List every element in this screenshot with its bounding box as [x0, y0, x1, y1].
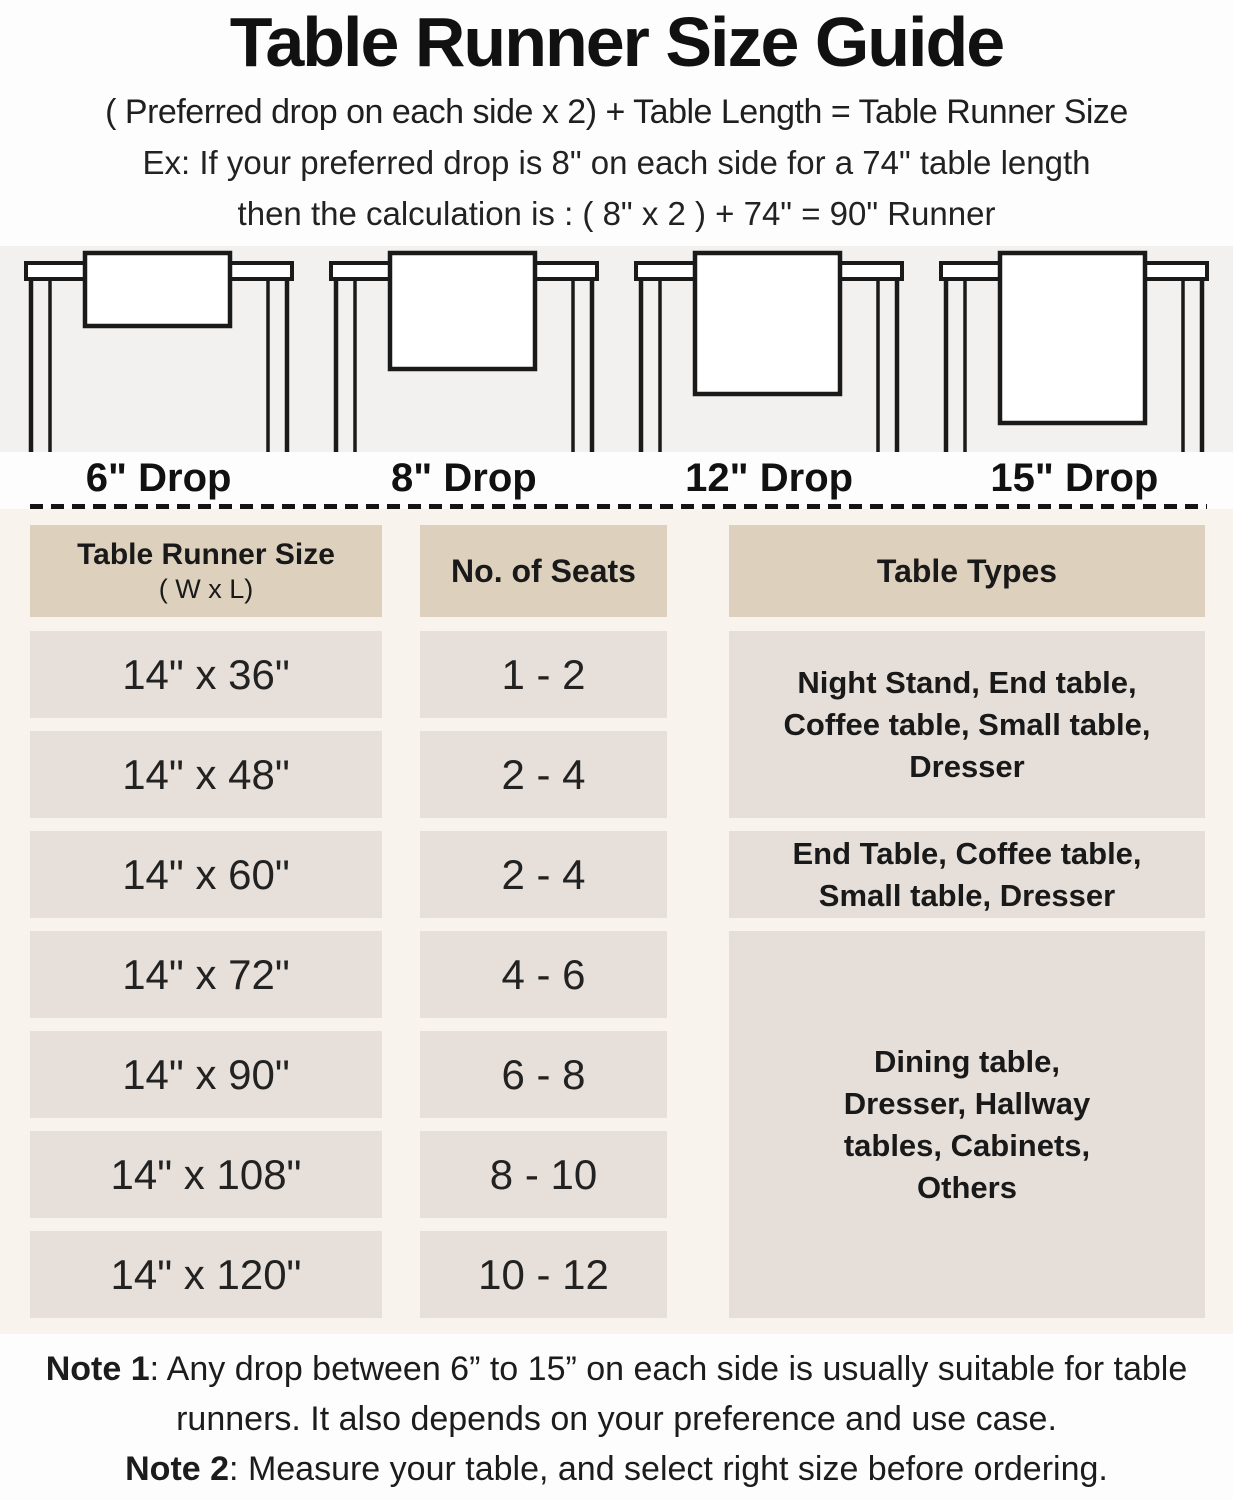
header-runner-size-sub: ( W x L)	[158, 574, 254, 604]
header-table-types: Table Types	[729, 525, 1205, 617]
column-seats	[420, 525, 667, 1318]
types-cell-medium-tables: End Table, Coffee table, Small table, Dresser	[729, 831, 1205, 918]
example-line-1: Ex: If your preferred drop is 8" on each side for a 74" table length	[142, 144, 1091, 181]
types-cell-small-tables: Night Stand, End table, Coffee table, Small table, Dresser	[729, 631, 1205, 818]
size-cell-6: 14" x 108"	[30, 1131, 382, 1218]
notes-block	[7, 1344, 1227, 1494]
drop-diagrams-band	[0, 246, 1233, 452]
diagram-zone-6-drop	[6, 246, 311, 452]
note-2-text: : Measure your table, and select right size before ordering.	[229, 1450, 1108, 1488]
seats-cell-7: 10 - 12	[420, 1231, 667, 1318]
seats-cell-3: 2 - 4	[420, 831, 667, 918]
header-runner-size	[30, 525, 382, 617]
diagram-zone-8-drop	[311, 246, 616, 452]
size-cell-7: 14" x 120"	[30, 1231, 382, 1318]
types-cell-large-tables: Dining table, Dresser, Hallway tables, Cabinets, Others	[729, 931, 1205, 1318]
table-runner-8-drop-icon	[314, 246, 614, 452]
table-runner-15-drop-icon	[924, 246, 1224, 452]
note-2-label: Note 2	[125, 1450, 230, 1488]
seats-cell-6: 8 - 10	[420, 1131, 667, 1218]
note-1-text: : Any drop between 6” to 15” on each side is usually suitable for table runners. It also depends on your preference and use case.	[149, 1350, 1188, 1438]
size-cell-2: 14" x 48"	[30, 731, 382, 818]
seats-cell-2: 2 - 4	[420, 731, 667, 818]
drop-label-6: 6" Drop	[85, 455, 232, 500]
seats-cell-1: 1 - 2	[420, 631, 667, 718]
seats-cell-4: 4 - 6	[420, 931, 667, 1018]
diagram-zone-12-drop	[617, 246, 922, 452]
page-title: Table Runner Size Guide	[229, 3, 1004, 81]
drop-label-15: 15" Drop	[990, 455, 1159, 500]
formula-text: ( Preferred drop on each side x 2) + Table Length = Table Runner Size	[105, 93, 1128, 131]
size-cell-4: 14" x 72"	[30, 931, 382, 1018]
size-cell-3: 14" x 60"	[30, 831, 382, 918]
column-runner-sizes	[30, 525, 382, 1318]
example-line-2: then the calculation is : ( 8" x 2 ) + 74" = 90" Runner	[237, 195, 996, 232]
drop-labels-row	[0, 452, 1233, 504]
header-seats: No. of Seats	[420, 525, 667, 617]
table-runner-12-drop-icon	[619, 246, 919, 452]
drop-label-12: 12" Drop	[685, 455, 854, 500]
size-cell-5: 14" x 90"	[30, 1031, 382, 1118]
column-table-types	[729, 525, 1205, 1318]
seats-cell-5: 6 - 8	[420, 1031, 667, 1118]
diagram-zone-15-drop	[922, 246, 1227, 452]
size-cell-1: 14" x 36"	[30, 631, 382, 718]
table-runner-6-drop-icon	[9, 246, 309, 452]
header-runner-size-title: Table Runner Size	[77, 538, 335, 571]
drop-label-8: 8" Drop	[391, 455, 537, 500]
note-1-label: Note 1	[45, 1350, 150, 1388]
size-table-section	[0, 509, 1233, 1334]
